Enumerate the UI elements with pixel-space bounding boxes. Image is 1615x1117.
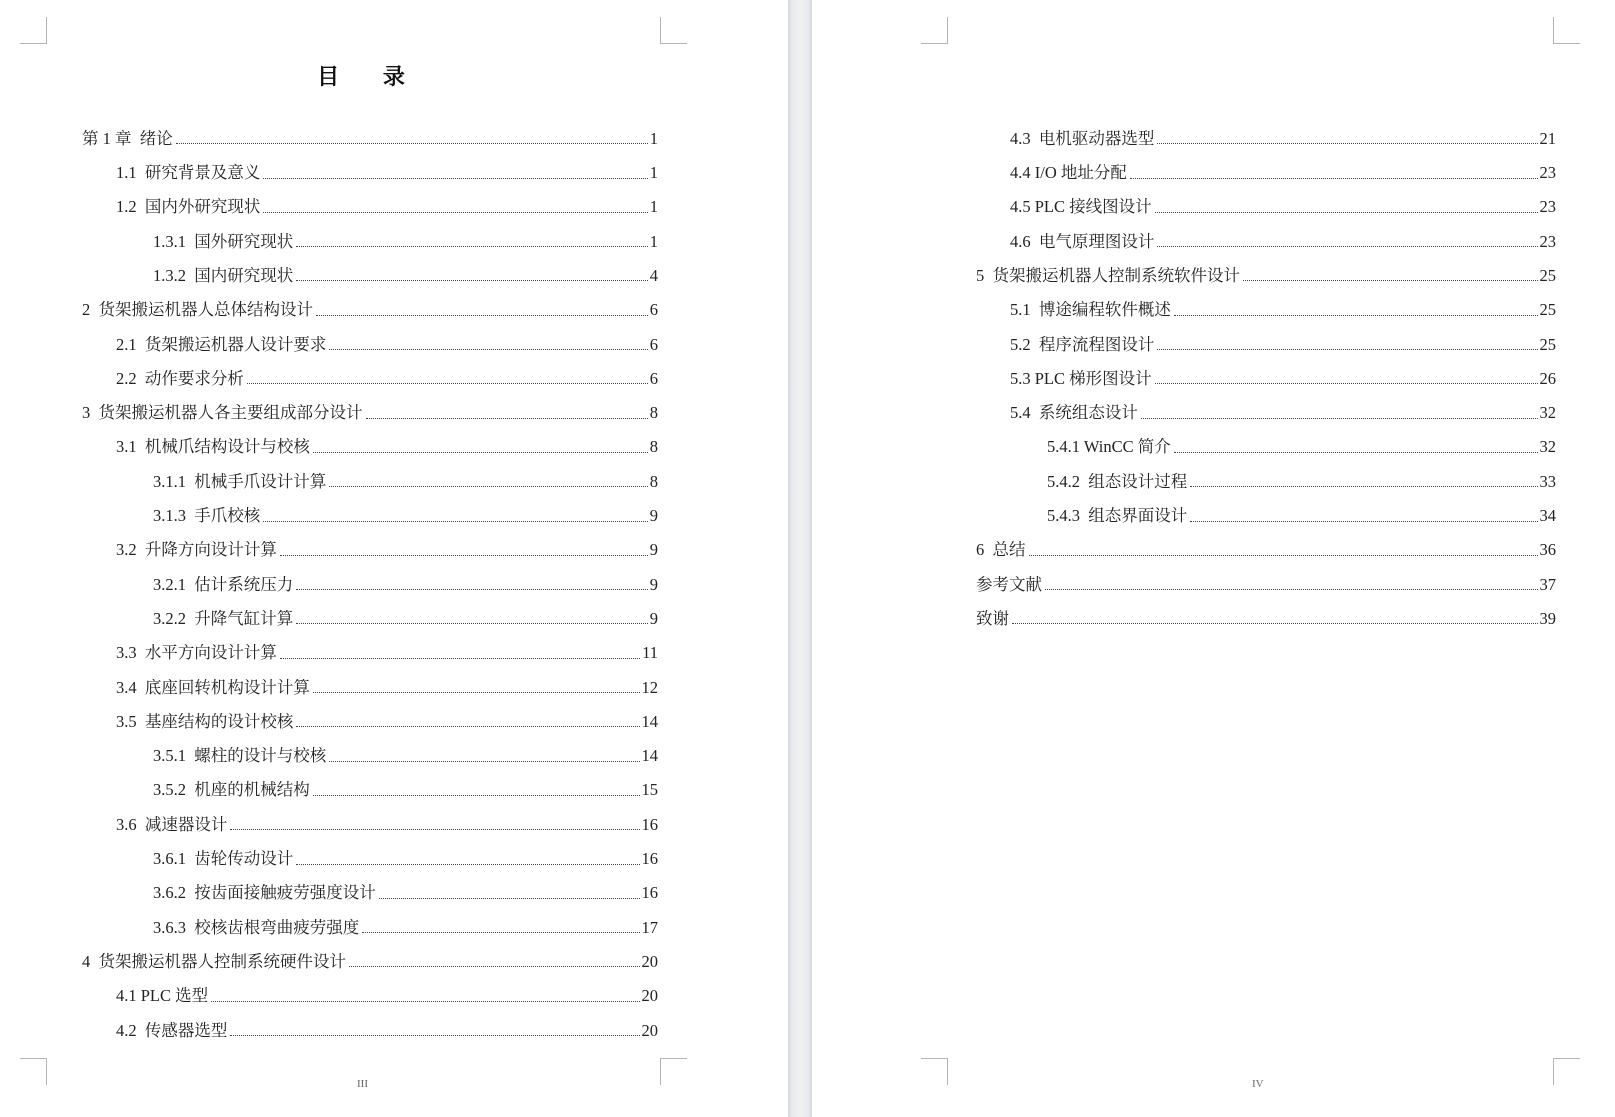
toc-entry-label: 参考文献 [976, 574, 1042, 594]
toc-entry-label: 5.2 程序流程图设计 [1010, 334, 1155, 354]
toc-entry-page: 16 [641, 849, 658, 869]
toc-entry-page: 23 [1539, 163, 1556, 183]
toc-entry-page: 9 [649, 608, 658, 628]
toc-dot-leader [296, 726, 639, 727]
toc-entry-page: 6 [649, 368, 658, 388]
toc-dot-leader [296, 280, 648, 281]
toc-entry[interactable] [82, 525, 658, 559]
toc-dot-leader [1155, 383, 1538, 384]
toc-entry-page: 9 [649, 540, 658, 560]
toc-dot-leader [1130, 178, 1538, 179]
toc-title: 目 录 [317, 65, 423, 90]
toc-entry-label: 4.2 传感器选型 [116, 1020, 228, 1040]
toc-entry[interactable] [82, 627, 658, 661]
toc-entry-page: 16 [641, 883, 658, 903]
toc-entry-label: 5.4 系统组态设计 [1010, 403, 1138, 423]
toc-entry-label: 3.3 水平方向设计计算 [116, 643, 277, 663]
toc-entry-label: 第 1 章 绪论 [82, 128, 173, 148]
toc-entry-label: 2.1 货架搬运机器人设计要求 [116, 334, 327, 354]
toc-dot-leader [1174, 452, 1538, 453]
toc-dot-leader [362, 932, 639, 933]
toc-entry[interactable] [82, 765, 658, 799]
toc-entry-label: 4.6 电气原理图设计 [1010, 231, 1155, 251]
toc-entry[interactable] [82, 216, 658, 250]
toc-entry-label: 2 货架搬运机器人总体结构设计 [82, 300, 313, 320]
toc-entry-label: 3.2.1 估计系统压力 [153, 574, 294, 594]
toc-entry-label: 3.2.2 升降气缸计算 [153, 608, 294, 628]
toc-entry-page: 1 [649, 128, 658, 148]
toc-dot-leader [230, 829, 639, 830]
toc-dot-leader [1045, 589, 1538, 590]
toc-entry-label: 3.2 升降方向设计计算 [116, 540, 277, 560]
toc-dot-leader [296, 589, 648, 590]
toc-entry[interactable] [976, 147, 1556, 181]
toc-entry[interactable] [82, 593, 658, 627]
toc-entry[interactable] [82, 353, 658, 387]
toc-entry-page: 20 [641, 986, 658, 1006]
toc-entry[interactable] [82, 182, 658, 216]
toc-entry[interactable] [976, 319, 1556, 353]
toc-dot-leader [280, 555, 648, 556]
toc-entry-page: 16 [641, 814, 658, 834]
toc-entry[interactable] [82, 868, 658, 902]
toc-dot-leader [349, 966, 640, 967]
toc-entry[interactable] [82, 490, 658, 524]
toc-entry-page: 11 [642, 643, 658, 663]
toc-entry[interactable] [82, 422, 658, 456]
toc-dot-leader [296, 623, 648, 624]
toc-dot-leader [1174, 315, 1538, 316]
toc-entry[interactable] [976, 284, 1556, 318]
toc-entry-page: 6 [649, 300, 658, 320]
toc-entry-label: 5.3 PLC 梯形图设计 [1010, 368, 1152, 388]
margin-mark-top-left [20, 17, 47, 44]
toc-entry-page: 36 [1539, 540, 1556, 560]
toc-dot-leader [1155, 212, 1538, 213]
toc-entry-label: 3.1 机械爪结构设计与校核 [116, 437, 310, 457]
toc-entry-label: 5.4.2 组态设计过程 [1047, 471, 1188, 491]
toc-entry-label: 1.3.2 国内研究现状 [153, 265, 294, 285]
toc-entry-page: 9 [649, 574, 658, 594]
toc-entry[interactable] [976, 559, 1556, 593]
toc-dot-leader [1012, 623, 1538, 624]
toc-entry[interactable] [82, 902, 658, 936]
margin-mark-top-left [921, 17, 948, 44]
toc-dot-leader [316, 315, 648, 316]
toc-entry[interactable] [976, 353, 1556, 387]
toc-entry[interactable] [82, 936, 658, 970]
toc-entry-page: 25 [1539, 265, 1556, 285]
toc-entry-page: 17 [641, 917, 658, 937]
toc-entry[interactable] [82, 284, 658, 318]
toc-entry-page: 8 [649, 471, 658, 491]
toc-entry-label: 3.5.1 螺柱的设计与校核 [153, 746, 327, 766]
toc-dot-leader [1190, 486, 1537, 487]
toc-entry[interactable] [82, 662, 658, 696]
toc-entry-page: 37 [1539, 574, 1556, 594]
toc-entry-page: 4 [649, 265, 658, 285]
toc-entry-label: 3.6.1 齿轮传动设计 [153, 849, 294, 869]
toc-entry[interactable] [82, 559, 658, 593]
toc-entry-page: 39 [1539, 608, 1556, 628]
toc-entry-page: 1 [649, 231, 658, 251]
toc-entry-page: 26 [1539, 368, 1556, 388]
document-page-right [812, 0, 1615, 1117]
toc-entry-page: 12 [641, 677, 658, 697]
toc-dot-leader [280, 658, 640, 659]
toc-entry-label: 3 货架搬运机器人各主要组成部分设计 [82, 403, 363, 423]
toc-entry-label: 1.1 研究背景及意义 [116, 163, 261, 183]
toc-dot-leader [263, 178, 647, 179]
toc-entry[interactable] [976, 422, 1556, 456]
toc-entry[interactable] [976, 216, 1556, 250]
toc-entry[interactable] [82, 319, 658, 353]
margin-mark-top-right [660, 17, 687, 44]
toc-entry-page: 1 [649, 163, 658, 183]
toc-entry[interactable] [976, 525, 1556, 559]
toc-dot-leader [1157, 349, 1537, 350]
toc-entry[interactable] [82, 730, 658, 764]
toc-entry-label: 5 货架搬运机器人控制系统软件设计 [976, 265, 1240, 285]
margin-mark-bottom-left [921, 1058, 948, 1085]
toc-dot-leader [1243, 280, 1538, 281]
toc-entry-label: 4 货架搬运机器人控制系统硬件设计 [82, 951, 346, 971]
margin-mark-bottom-right [1553, 1058, 1580, 1085]
toc-entry-label: 3.6.3 校核齿根弯曲疲劳强度 [153, 917, 360, 937]
toc-entry[interactable] [82, 250, 658, 284]
toc-dot-leader [329, 761, 639, 762]
toc-entry-page: 20 [641, 951, 658, 971]
page-number: III [357, 1078, 368, 1090]
toc-entry[interactable] [82, 970, 658, 1004]
toc-entry-page: 33 [1539, 471, 1556, 491]
toc-entry-page: 25 [1539, 300, 1556, 320]
toc-entry[interactable] [976, 593, 1556, 627]
toc-dot-leader [379, 898, 640, 899]
toc-dot-leader [1157, 143, 1537, 144]
toc-entry[interactable] [82, 456, 658, 490]
toc-entry[interactable] [82, 387, 658, 421]
toc-entry-page: 14 [641, 746, 658, 766]
toc-dot-leader [211, 1001, 639, 1002]
toc-dot-leader [176, 143, 648, 144]
toc-entry[interactable] [976, 456, 1556, 490]
toc-entry-label: 3.1.1 机械手爪设计计算 [153, 471, 327, 491]
toc-entry[interactable] [976, 250, 1556, 284]
page-gutter [788, 0, 812, 1117]
toc-dot-leader [296, 864, 639, 865]
toc-entry-label: 致谢 [976, 608, 1009, 628]
margin-mark-bottom-left [20, 1058, 47, 1085]
toc-dot-leader [1141, 418, 1538, 419]
toc-entry-label: 3.5 基座结构的设计校核 [116, 711, 294, 731]
toc-entry[interactable] [82, 833, 658, 867]
toc-entry[interactable] [82, 147, 658, 181]
toc-entry-page: 8 [649, 403, 658, 423]
toc-entry-page: 1 [649, 197, 658, 217]
toc-entry-label: 4.3 电机驱动器选型 [1010, 128, 1155, 148]
toc-entry[interactable] [976, 490, 1556, 524]
margin-mark-top-right [1553, 17, 1580, 44]
toc-dot-leader [329, 486, 648, 487]
toc-entry-label: 3.1.3 手爪校核 [153, 506, 261, 526]
toc-entry-label: 1.2 国内外研究现状 [116, 197, 261, 217]
toc-list-left [82, 113, 658, 1039]
toc-entry-label: 6 总结 [976, 540, 1026, 560]
toc-entry-page: 21 [1539, 128, 1556, 148]
toc-entry-label: 1.3.1 国外研究现状 [153, 231, 294, 251]
toc-entry[interactable] [976, 182, 1556, 216]
toc-dot-leader [1190, 521, 1537, 522]
toc-dot-leader [313, 795, 640, 796]
toc-entry-page: 32 [1539, 437, 1556, 457]
toc-entry[interactable] [82, 1005, 658, 1039]
toc-entry-page: 8 [649, 437, 658, 457]
toc-entry[interactable] [976, 113, 1556, 147]
toc-entry-label: 3.6 减速器设计 [116, 814, 228, 834]
toc-entry[interactable] [82, 696, 658, 730]
toc-entry-page: 9 [649, 506, 658, 526]
toc-entry-label: 3.5.2 机座的机械结构 [153, 780, 310, 800]
document-page-left [0, 0, 788, 1117]
toc-dot-leader [230, 1035, 639, 1036]
toc-entry-label: 5.4.1 WinCC 简介 [1047, 437, 1171, 457]
toc-entry-label: 4.4 I/O 地址分配 [1010, 163, 1127, 183]
toc-entry-page: 6 [649, 334, 658, 354]
toc-dot-leader [329, 349, 647, 350]
toc-dot-leader [313, 692, 640, 693]
toc-entry-page: 20 [641, 1020, 658, 1040]
toc-entry-label: 4.5 PLC 接线图设计 [1010, 197, 1152, 217]
toc-list-right [976, 113, 1556, 627]
toc-entry[interactable] [82, 799, 658, 833]
toc-entry-label: 5.1 博途编程软件概述 [1010, 300, 1171, 320]
toc-entry-page: 32 [1539, 403, 1556, 423]
margin-mark-bottom-right [660, 1058, 687, 1085]
toc-entry[interactable] [976, 387, 1556, 421]
toc-dot-leader [263, 521, 648, 522]
toc-entry-page: 25 [1539, 334, 1556, 354]
toc-entry[interactable] [82, 113, 658, 147]
toc-entry-label: 4.1 PLC 选型 [116, 986, 209, 1006]
toc-entry-page: 14 [641, 711, 658, 731]
toc-entry-label: 3.6.2 按齿面接触疲劳强度设计 [153, 883, 376, 903]
toc-entry-label: 5.4.3 组态界面设计 [1047, 506, 1188, 526]
toc-dot-leader [366, 418, 648, 419]
page-number: IV [1252, 1078, 1264, 1090]
toc-dot-leader [1157, 246, 1537, 247]
toc-entry-label: 2.2 动作要求分析 [116, 368, 244, 388]
toc-dot-leader [263, 212, 647, 213]
toc-dot-leader [1029, 555, 1538, 556]
toc-entry-page: 34 [1539, 506, 1556, 526]
toc-dot-leader [313, 452, 648, 453]
toc-entry-page: 23 [1539, 197, 1556, 217]
toc-entry-page: 15 [641, 780, 658, 800]
toc-dot-leader [247, 383, 648, 384]
toc-entry-label: 3.4 底座回转机构设计计算 [116, 677, 310, 697]
toc-entry-page: 23 [1539, 231, 1556, 251]
toc-dot-leader [296, 246, 648, 247]
